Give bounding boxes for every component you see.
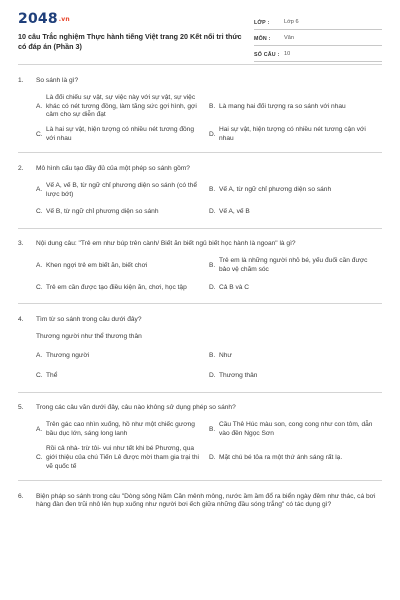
question-head: [18, 493, 382, 511]
meta-row: [254, 46, 382, 62]
option-letter: C.: [36, 283, 43, 291]
option-text: Vế B, từ ngữ chỉ phương diện so sánh: [46, 208, 159, 216]
question-head: [18, 404, 382, 413]
answer-option[interactable]: [209, 182, 382, 200]
option-letter: A.: [36, 352, 43, 360]
option-text: Như: [219, 352, 232, 360]
meta-label: SỐ CÂU :: [254, 51, 280, 58]
option-letter: B.: [209, 261, 216, 269]
option-letter: D.: [209, 372, 216, 380]
option-text: Hai sự vật, hiện tượng có nhiều nét tương cận với nhau: [219, 126, 366, 143]
question-number: 2.: [18, 164, 24, 172]
option-text: Vế A, vế B: [219, 208, 250, 216]
question-item: [18, 65, 382, 152]
question-text: Tìm từ so sánh trong câu dưới đây?: [36, 315, 142, 323]
meta-info: [254, 14, 382, 62]
meta-row: [254, 14, 382, 30]
question-item: [18, 228, 382, 303]
question-quote: Thương người như thể thương thân: [36, 332, 142, 340]
question-head: [18, 316, 382, 325]
logo-suffix: .vn: [58, 16, 70, 23]
option-letter: C.: [36, 130, 43, 138]
answer-options: [18, 257, 382, 295]
question-head: [18, 240, 382, 249]
answer-option[interactable]: [209, 126, 382, 144]
question-list: [0, 64, 400, 518]
answer-option[interactable]: [209, 281, 382, 295]
answer-option[interactable]: [36, 350, 209, 364]
answer-option[interactable]: [209, 370, 382, 384]
option-text: Cả B và C: [219, 283, 250, 291]
answer-option[interactable]: [36, 421, 209, 439]
option-text: Cầu Thê Húc màu son, cong cong như con tôm, dẫn vào đền Ngọc Sơn: [219, 421, 373, 438]
meta-label: MÔN :: [254, 35, 271, 42]
meta-value: Văn: [284, 35, 294, 42]
answer-option[interactable]: [209, 94, 382, 121]
option-letter: B.: [209, 425, 216, 433]
question-text: So sánh là gì?: [36, 76, 79, 84]
answer-option[interactable]: [36, 206, 209, 220]
question-number: 4.: [18, 315, 24, 323]
question-item: [18, 153, 382, 228]
option-text: Trên gác cao nhìn xuống, hồ như một chiếc gương bầu dục lớn, sáng long lanh: [46, 421, 195, 438]
option-text: Thương người: [46, 352, 90, 360]
logo-text: 2048: [18, 11, 58, 27]
option-letter: D.: [209, 208, 216, 216]
question-text: Trong các câu văn dưới đây, câu nào không sử dụng phép so sánh?: [36, 404, 236, 412]
option-text: Vế A, từ ngữ chỉ phương diện so sánh: [219, 186, 332, 194]
question-number: 3.: [18, 240, 24, 248]
answer-option[interactable]: [36, 445, 209, 472]
option-letter: B.: [209, 102, 216, 110]
question-item: [18, 304, 382, 392]
option-letter: A.: [36, 261, 43, 269]
question-head: [18, 165, 382, 174]
option-text: Thương thân: [219, 372, 258, 380]
answer-options: [18, 421, 382, 471]
option-letter: B.: [209, 352, 216, 360]
question-number: 6.: [18, 492, 24, 500]
question-item: [18, 481, 382, 519]
question-number: 5.: [18, 404, 24, 412]
question-text: Biện pháp so sánh trong câu "Dòng sông Năm Căn mênh mông, nước ầm ầm đổ ra biển ngày đêm như thác, cá bơi hàng đàn đen trũi nhô lên hụp xuống như người bơi ếch giữa những đầu sóng trắng" có tác dụng gì?: [36, 492, 376, 509]
option-letter: C.: [36, 208, 43, 216]
option-text: Trẻ em là những người nhỏ bé, yếu đuối cần được bảo vệ chăm sóc: [219, 257, 368, 274]
answer-options: [18, 94, 382, 144]
option-text: Là đối chiếu sự vật, sự việc này với sự vật, sự việc khác có nét tương đồng, làm tăng sức gợi hình, gợi cảm cho sự diễn đạt: [46, 93, 197, 119]
option-text: Là mang hai đối tượng ra so sánh với nhau: [219, 102, 346, 110]
meta-value: Lớp 6: [284, 19, 299, 26]
option-text: Vế A, vế B, từ ngữ chỉ phương diện so sánh (có thể lược bớt): [46, 181, 197, 198]
answer-option[interactable]: [209, 445, 382, 472]
option-letter: D.: [209, 454, 216, 462]
answer-option[interactable]: [209, 350, 382, 364]
option-letter: A.: [36, 102, 43, 110]
option-letter: C.: [36, 454, 43, 462]
question-number: 1.: [18, 76, 24, 84]
option-letter: C.: [36, 372, 43, 380]
option-text: Là hai sự vật, hiện tượng có nhiều nét tương đồng với nhau: [46, 126, 194, 143]
meta-label: LỚP :: [254, 19, 270, 26]
answer-option[interactable]: [209, 206, 382, 220]
page-title: 10 câu Trắc nghiệm Thực hành tiếng Việt trang 20 Kết nối tri thức có đáp án (Phần 3): [18, 31, 242, 51]
answer-option[interactable]: [36, 257, 209, 275]
option-letter: A.: [36, 425, 43, 433]
meta-row: [254, 30, 382, 46]
option-letter: D.: [209, 283, 216, 291]
question-item: [18, 392, 382, 479]
option-text: Rồi cả nhà- trừ tôi- vui như tết khi bé Phương, qua giới thiệu của chú Tiến Lê được mời tham gia trại thi vẽ quốc tế: [46, 445, 199, 470]
question-text: Mô hình cấu tạo đầy đủ của một phép so sánh gồm?: [36, 164, 190, 172]
answer-options: [18, 182, 382, 220]
question-text: Nội dung câu: "Trẻ em như búp trên cành/ Biết ăn biết ngủ biết học hành là ngoan" là gì?: [36, 240, 296, 248]
option-letter: A.: [36, 186, 43, 194]
answer-option[interactable]: [36, 94, 209, 121]
answer-option[interactable]: [209, 421, 382, 439]
answer-option[interactable]: [36, 281, 209, 295]
meta-value: 10: [284, 51, 291, 58]
answer-option[interactable]: [36, 126, 209, 144]
option-text: Trẻ em cần được tạo điều kiện ăn, chơi, học tập: [46, 283, 187, 291]
answer-option[interactable]: [36, 370, 209, 384]
option-text: Khen ngợi trẻ em biết ăn, biết chơi: [46, 261, 148, 269]
option-text: Mặt chú bé tỏa ra một thứ ánh sáng rất lạ.: [219, 454, 343, 462]
page-header: [0, 0, 400, 64]
option-letter: D.: [209, 130, 216, 138]
question-head: [18, 77, 382, 86]
option-letter: B.: [209, 186, 216, 194]
option-text: Thể: [46, 372, 58, 380]
answer-option[interactable]: [209, 257, 382, 275]
answer-option[interactable]: [36, 182, 209, 200]
answer-options: [18, 350, 382, 384]
